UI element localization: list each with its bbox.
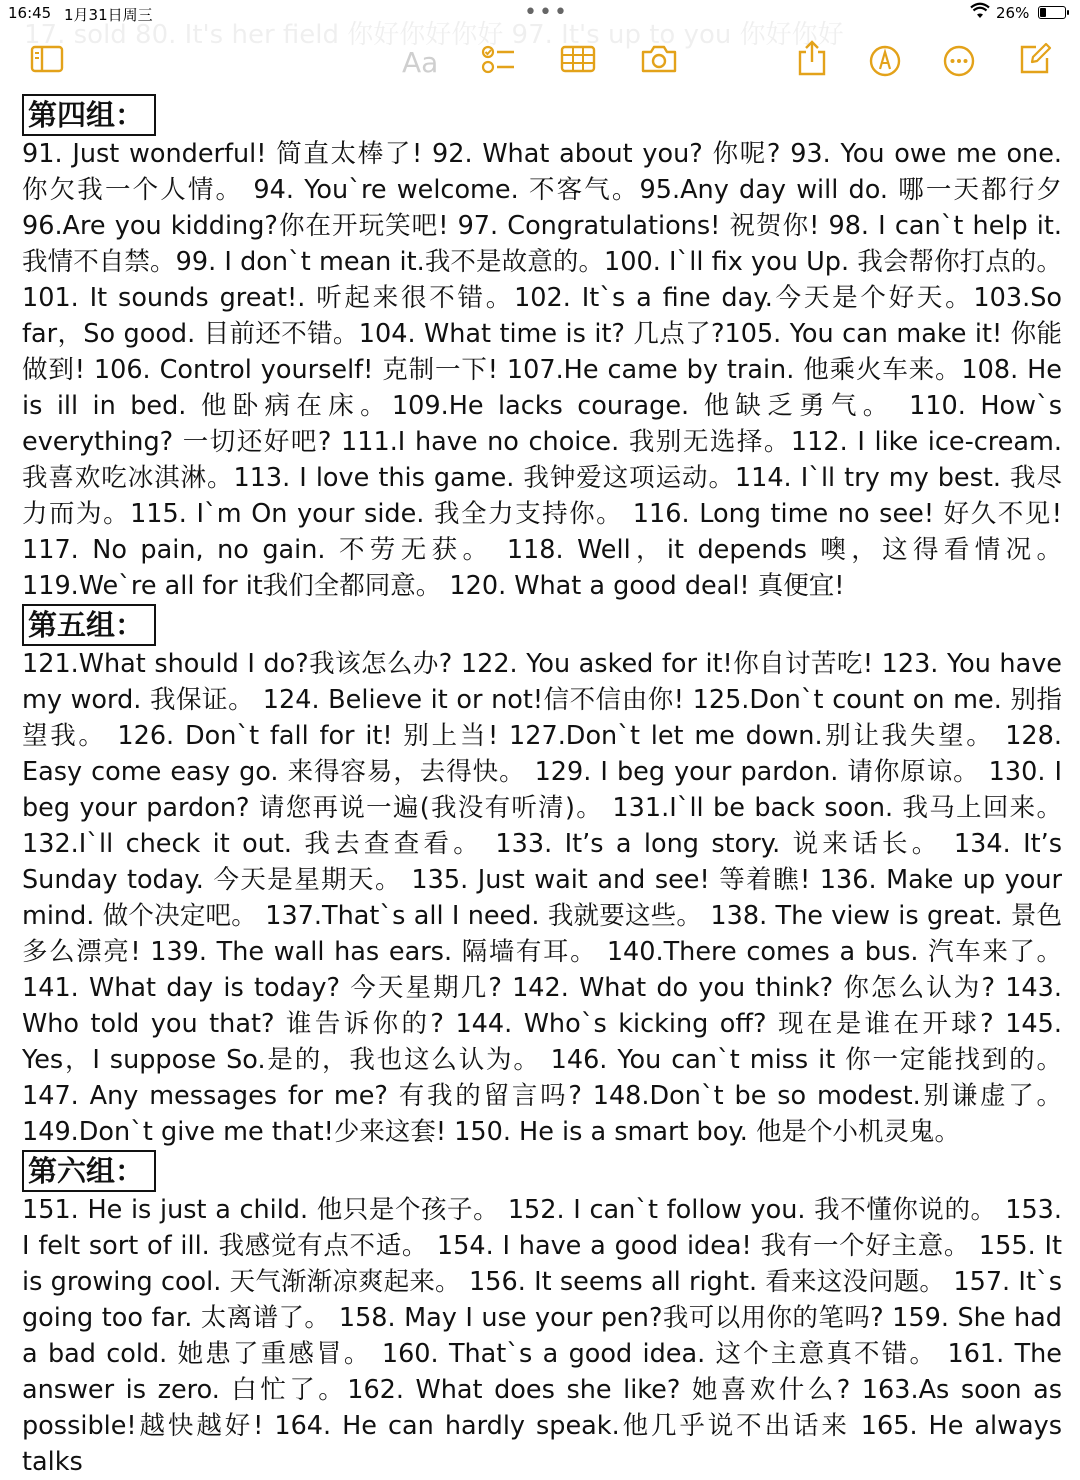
sidebar-icon[interactable] <box>30 44 64 74</box>
camera-icon[interactable] <box>640 44 678 74</box>
section-group-6 <box>22 1150 1062 1480</box>
section-heading: 第四组： <box>22 94 156 136</box>
section-group-5 <box>22 604 1062 1150</box>
section-group-4 <box>22 94 1062 604</box>
markup-icon[interactable] <box>868 44 902 78</box>
more-icon[interactable] <box>942 44 976 78</box>
share-icon[interactable] <box>796 40 828 76</box>
multitasking-dots-icon[interactable]: ••• <box>524 0 569 25</box>
section-text: 151. He is just a child. 他只是个孩子。 152. I can`t follow you. 我不懂你说的。 153. I felt sort of ill. 我感觉有点不适。 154. I have a good idea! 我有一个好主意。 155. It is growing cool. 天气渐渐凉爽起来。 156. It seems all right. 看来这没问题。 157. It`s going too far. 太离谱了。 158. May I use your pen?我可以用你的笔吗? 159. She had a bad cold. 她患了重感冒。 160. That`s a good idea. 这个主意真不错。 161. The answer is zero. 白忙了。162. What does she like? 她喜欢什么? 163.As soon as possible!越快越好! 164. He can hardly speak.他几乎说不出话来 165. He always talks <box>22 1195 1062 1477</box>
compose-icon[interactable] <box>1018 42 1052 76</box>
format-button[interactable]: Aa <box>402 46 439 79</box>
status-date: 1月31日周三 <box>64 6 153 24</box>
section-text: 91. Just wonderful! 简直太棒了! 92. What about you? 你呢? 93. You owe me one. 你欠我一个人情。 94. You`re welcome. 不客气。95.Any day will do. 哪一天都行夕 96.Are you kidding?你在开玩笑吧! 97. Congratulations! 祝贺你! 98. I can`t help it. 我情不自禁。99. I don`t mean it.我不是故意的。100. I`ll fix you Up. 我会帮你打点的。101. It sounds great!. 听起来很不错。102. It`s a fine day.今天是个好天。103.So far，So good. 目前还不错。104. What time is it? 几点了?105. You can make it! 你能做到! 106. Control yourself! 克制一下! 107.He came by train. 他乘火车来。108. He is ill in bed. 他卧病在床。109.He lacks courage. 他缺乏勇气。 110. How`s everything? 一切还好吧? 111.I have no choice. 我别无选择。112. I like ice-cream. 我喜欢吃冰淇淋。113. I love this game. 我钟爱这项运动。114. I`ll try my best. 我尽力而为。115. I`m On your side. 我全力支持你。 116. Long time no see! 好久不见! 117. No pain, no gain. 不劳无获。 118. Well，it depends 噢，这得看情况。 119.We`re all for it我们全都同意。 120. What a good deal! 真便宜! <box>22 139 1062 601</box>
notes-toolbar <box>0 36 1080 92</box>
section-heading: 第六组： <box>22 1150 156 1192</box>
bleed-through-text: 17. sold 80. It's her field 你好你好你好 97. It's up to you 你好你好 <box>24 20 844 50</box>
checklist-icon[interactable] <box>480 44 516 76</box>
section-text: 121.What should I do?我该怎么办? 122. You asked for it!你自讨苦吃! 123. You have my word. 我保证。 124. Believe it or not!信不信由你! 125.Don`t count on me. 别指望我。 126. Don`t fall for it! 别上当! 127.Don`t let me down.别让我失望。 128. Easy come easy go. 来得容易，去得快。 129. I beg your pardon. 请你原谅。 130. I beg your pardon? 请您再说一遍(我没有听清)。 131.I`ll be back soon. 我马上回来。 132.I`ll check it out. 我去查查看。 133. It’s a long story. 说来话长。 134. It’s Sunday today. 今天是星期天。 135. Just wait and see! 等着瞧! 136. Make up your mind. 做个决定吧。 137.That`s all I need. 我就要这些。 138. The view is great. 景色多么漂亮! 139. The wall has ears. 隔墙有耳。 140.There comes a bus. 汽车来了。 141. What day is today? 今天星期几? 142. What do you think? 你怎么认为? 143. Who told you that? 谁告诉你的? 144. Who`s kicking off? 现在是谁在开球? 145. Yes，I suppose So.是的，我也这么认为。 146. You can`t miss it 你一定能找到的。 147. Any messages for me? 有我的留言吗? 148.Don`t be so modest.别谦虚了。 149.Don`t give me that!少来这套! 150. He is a smart boy. 他是个小机灵鬼。 <box>22 649 1062 1147</box>
battery-percent: 26% <box>996 4 1030 22</box>
section-heading: 第五组： <box>22 604 156 646</box>
table-icon[interactable] <box>560 44 596 74</box>
note-body[interactable] <box>22 94 1062 1480</box>
status-time: 16:45 <box>8 4 52 22</box>
